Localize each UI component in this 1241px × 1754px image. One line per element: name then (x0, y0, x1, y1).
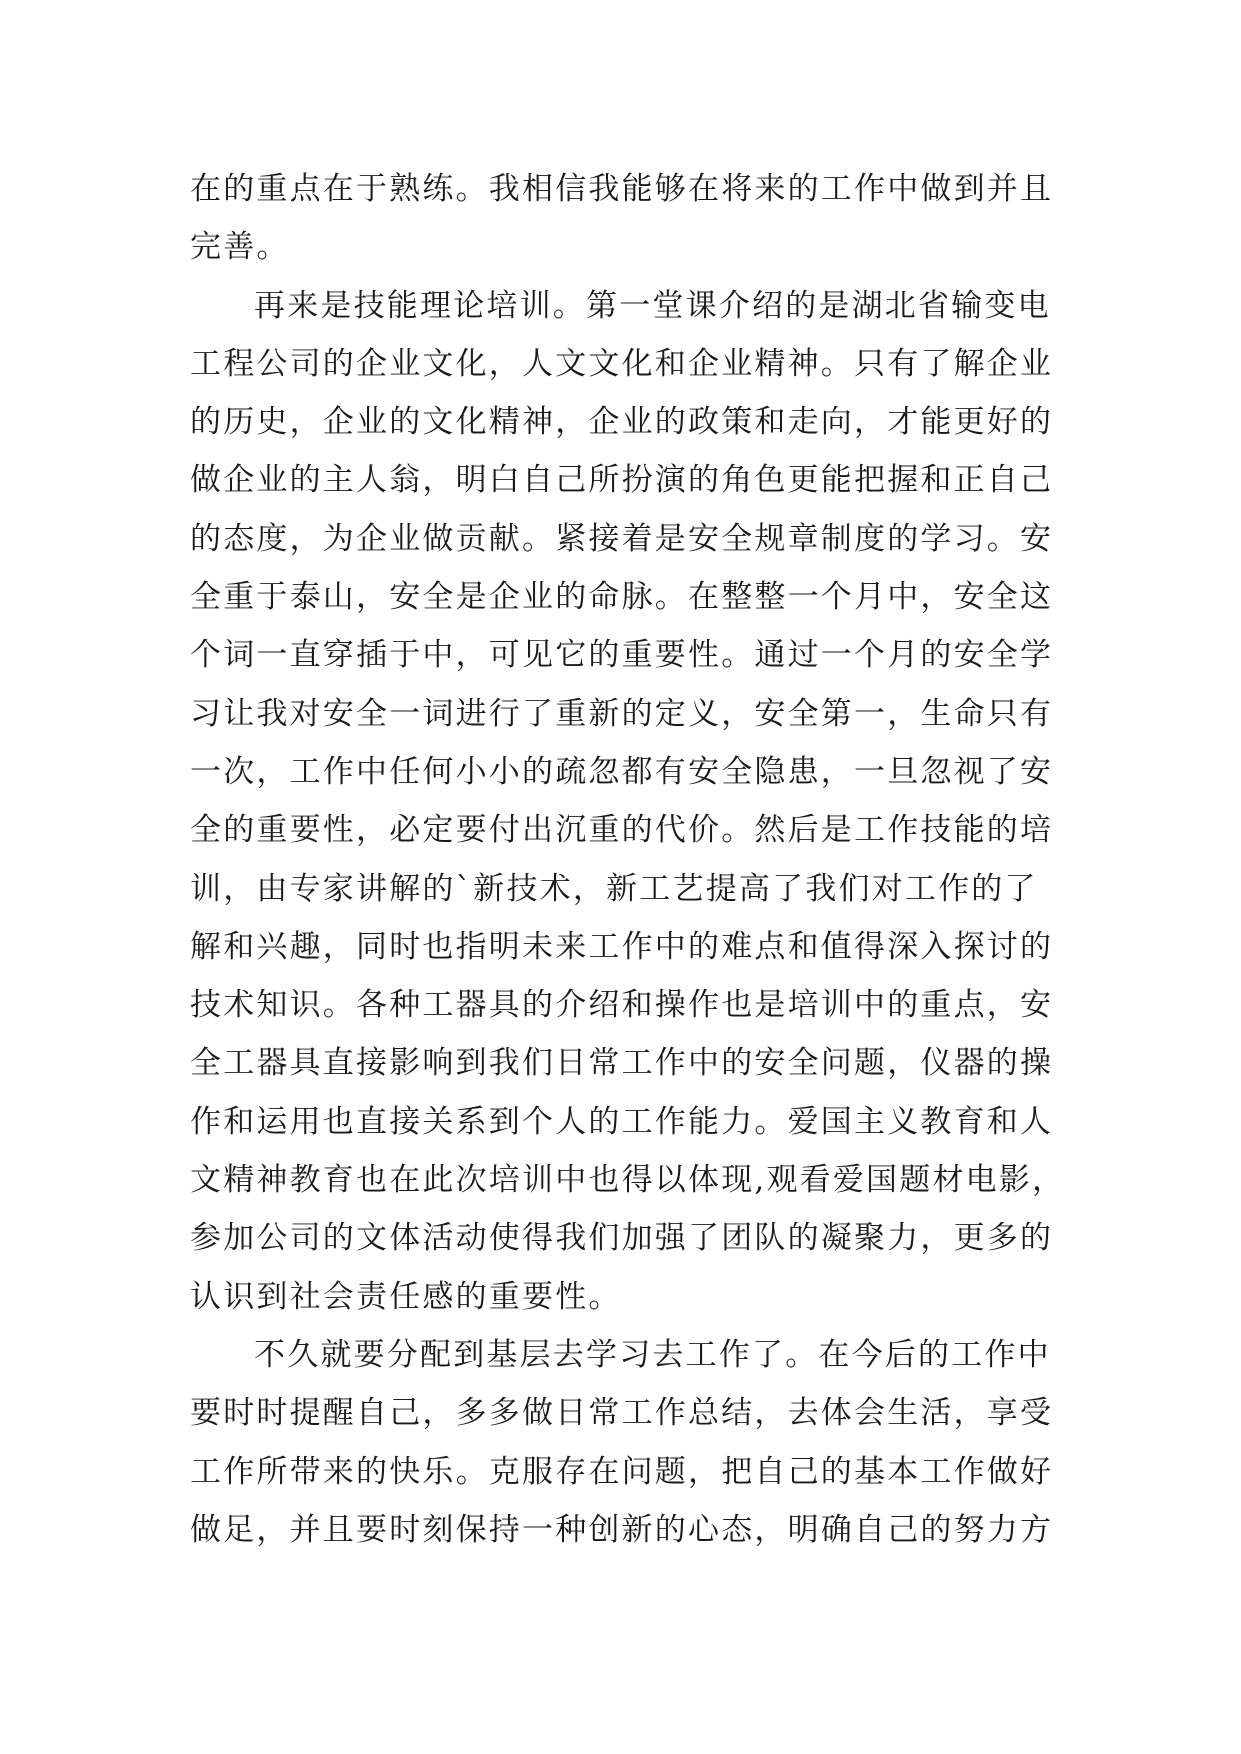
text-line: 一次，工作中任何小小的疏忽都有安全隐患，一旦忽视了安 (190, 753, 1054, 790)
text-line: 完善。 (190, 229, 290, 266)
text-line: 的态度，为企业做贡献。紧接着是安全规章制度的学习。安 (190, 520, 1054, 557)
text-line: 个词一直穿插于中，可见它的重要性。通过一个月的安全学 (190, 637, 1054, 674)
text-line: 参加公司的文体活动使得我们加强了团队的凝聚力，更多的 (190, 1220, 1054, 1257)
text-line: 工程公司的企业文化，人文文化和企业精神。只有了解企业 (190, 345, 1054, 382)
body-text (190, 160, 1066, 1559)
text-line: 技术知识。各种工器具的介绍和操作也是培训中的重点，安 (190, 987, 1054, 1024)
text-line: 解和兴趣，同时也指明未来工作中的难点和值得深入探讨的 (190, 928, 1054, 965)
text-line: 全的重要性，必定要付出沉重的代价。然后是工作技能的培 (190, 812, 1054, 849)
text-line: 工作所带来的快乐。克服存在问题，把自己的基本工作做好 (190, 1453, 1054, 1490)
text-line: 文精神教育也在此次培训中也得以体现,观看爱国题材电影， (190, 1162, 1066, 1199)
text-line: 在的重点在于熟练。我相信我能够在将来的工作中做到并且 (190, 171, 1054, 207)
text-line: 不久就要分配到基层去学习去工作了。在今后的工作中 (254, 1336, 1051, 1373)
text-line: 做足，并且要时刻保持一种创新的心态，明确自己的努力方 (190, 1511, 1054, 1548)
text-line: 要时时提醒自己，多多做日常工作总结，去体会生活，享受 (190, 1395, 1054, 1432)
text-line: 再来是技能理论培训。第一堂课介绍的是湖北省输变电 (254, 287, 1051, 324)
text-line: 全重于泰山，安全是企业的命脉。在整整一个月中，安全这 (190, 579, 1054, 616)
text-line: 全工器具直接影响到我们日常工作中的安全问题，仪器的操 (190, 1045, 1054, 1082)
text-line: 习让我对安全一词进行了重新的定义，安全第一，生命只有 (190, 695, 1054, 732)
text-line: 作和运用也直接关系到个人的工作能力。爱国主义教育和人 (190, 1103, 1054, 1140)
text-line: 认识到社会责任感的重要性。 (190, 1278, 622, 1315)
text-line: 训，由专家讲解的`新技术，新工艺提高了我们对工作的了 (190, 870, 1038, 907)
text-line: 的历史，企业的文化精神，企业的政策和走向，才能更好的 (190, 404, 1054, 441)
text-line: 做企业的主人翁，明白自己所扮演的角色更能把握和正自己 (190, 462, 1054, 499)
